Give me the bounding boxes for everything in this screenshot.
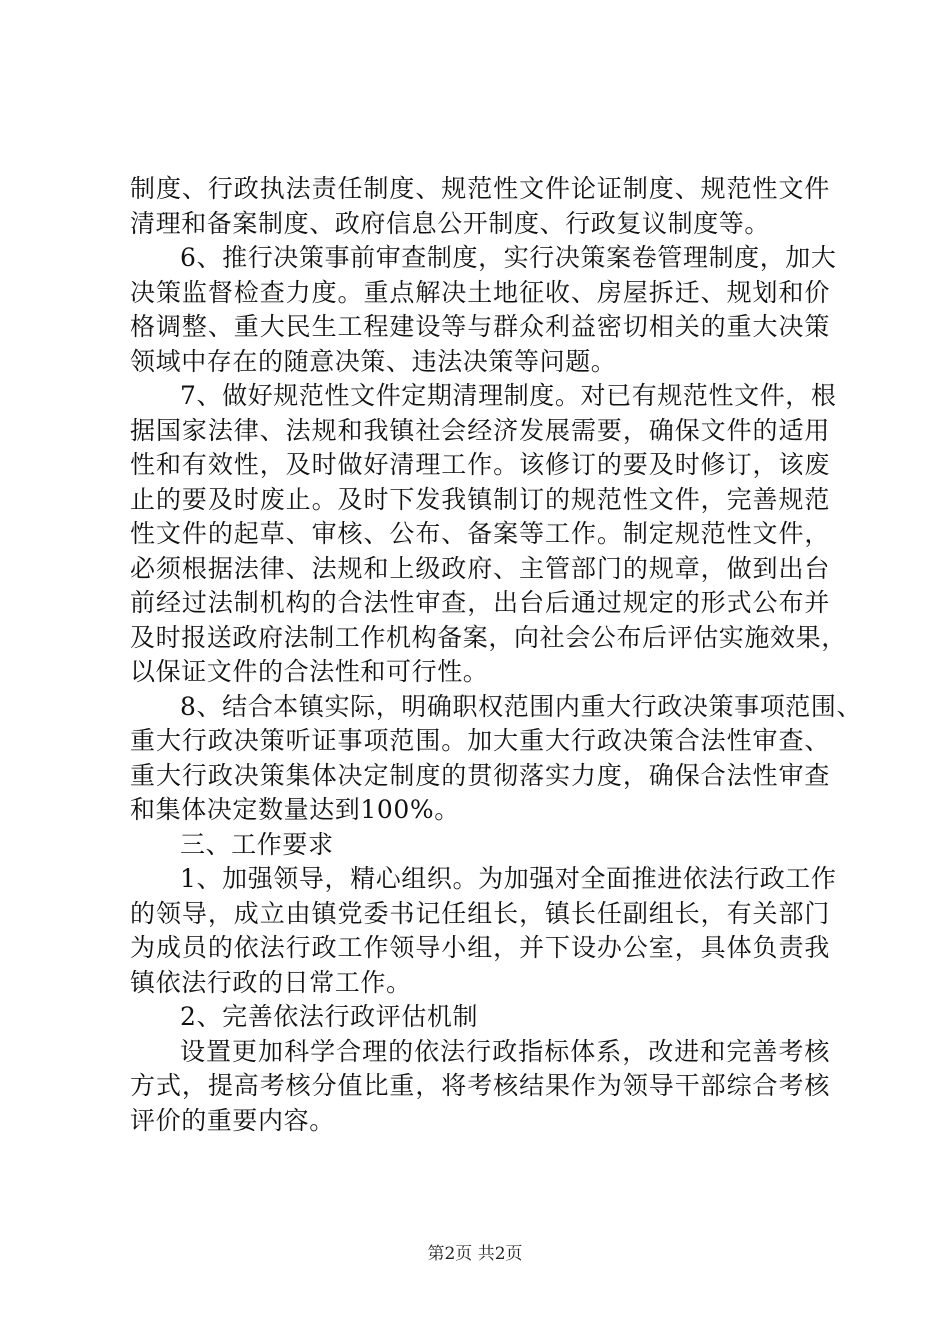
text-line: 设置更加科学合理的依法行政指标体系，改进和完善考核: [180, 1036, 830, 1066]
text-line: 镇依法行政的日常工作。: [130, 967, 412, 997]
text-line: 性和有效性，及时做好清理工作。该修订的要及时修订，该废: [130, 450, 830, 479]
text-line: 重大行政决策集体决定制度的贯彻落实力度，确保合法性审查: [130, 760, 830, 790]
text-line: 6、推行决策事前审查制度，实行决策案卷管理制度，加大: [180, 243, 837, 272]
text-line: 决策监督检查力度。重点解决土地征收、房屋拆迁、规划和价: [130, 277, 830, 307]
text-line: 格调整、重大民生工程建设等与群众利益密切相关的重大决策: [130, 312, 830, 341]
text-line: 为成员的依法行政工作领导小组，并下设办公室，具体负责我: [130, 933, 830, 962]
text-line: 2、完善依法行政评估机制: [180, 1002, 479, 1031]
text-line: 据国家法律、法规和我镇社会经济发展需要，确保文件的适用: [130, 415, 830, 445]
text-line: 必须根据法律、法规和上级政府、主管部门的规章，做到出台: [130, 553, 830, 583]
text-line: 止的要及时废止。及时下发我镇制订的规范性文件，完善规范: [130, 484, 830, 514]
text-line: 以保证文件的合法性和可行性。: [130, 657, 489, 686]
page-footer: 第2页 共2页: [427, 1244, 523, 1264]
text-line: 三、工作要求: [180, 829, 334, 859]
text-line: 前经过法制机构的合法性审查，出台后通过规定的形式公布并: [130, 588, 830, 617]
text-line: 性文件的起草、审核、公布、备案等工作。制定规范性文件，: [130, 519, 830, 548]
document-body: [130, 172, 863, 1138]
text-line: 1、加强领导，精心组织。为加强对全面推进依法行政工作: [180, 864, 837, 893]
text-line: 评价的重要内容。: [130, 1105, 335, 1135]
text-line: 8、结合本镇实际，明确职权范围内重大行政决策事项范围、: [180, 691, 863, 721]
text-line: 方式，提高考核分值比重，将考核结果作为领导干部综合考核: [130, 1071, 830, 1100]
text-line: 清理和备案制度、政府信息公开制度、行政复议制度等。: [130, 208, 771, 238]
text-line: 制度、行政执法责任制度、规范性文件论证制度、规范性文件: [130, 174, 830, 203]
text-line: 领域中存在的随意决策、违法决策等问题。: [130, 346, 617, 376]
text-line: 7、做好规范性文件定期清理制度。对已有规范性文件，根: [180, 381, 837, 410]
text-line: 及时报送政府法制工作机构备案，向社会公布后评估实施效果，: [130, 622, 847, 652]
text-line: 的领导，成立由镇党委书记任组长，镇长任副组长，有关部门: [130, 898, 830, 928]
text-line: 重大行政决策听证事项范围。加大重大行政决策合法性审查、: [130, 726, 830, 755]
text-line: 和集体决定数量达到100%。: [130, 795, 460, 824]
